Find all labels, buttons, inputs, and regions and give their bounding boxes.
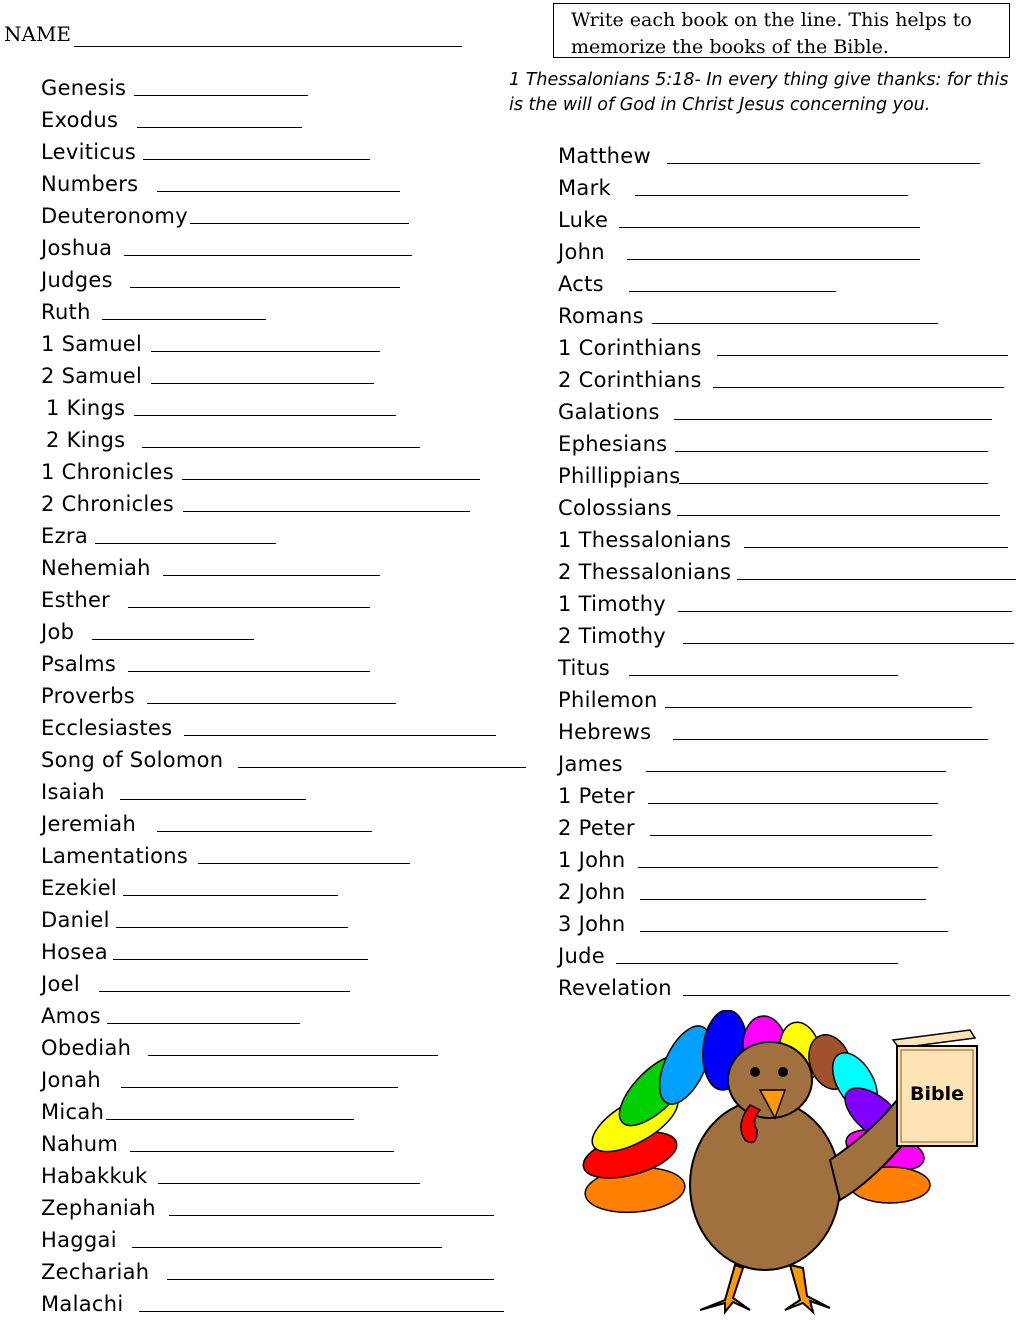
nt-row-galations: [558, 394, 660, 424]
answer-line[interactable]: [120, 799, 306, 800]
name-label: NAME: [4, 22, 72, 46]
answer-line[interactable]: [183, 511, 470, 512]
turkey-body: [690, 1100, 840, 1270]
answer-line[interactable]: [128, 671, 370, 672]
answer-line[interactable]: [198, 863, 410, 864]
nt-row-john: [558, 234, 605, 264]
book-label: Exodus: [41, 108, 119, 132]
nt-row-jude: [558, 938, 605, 968]
answer-line[interactable]: [142, 447, 420, 448]
answer-line[interactable]: [717, 355, 1008, 356]
book-label: Ezra: [41, 524, 88, 548]
book-label: Nahum: [41, 1132, 119, 1156]
book-label: 1 Kings: [46, 396, 126, 420]
nt-row-2-peter: [558, 810, 635, 840]
nt-row-2-thessalonians: [558, 554, 731, 584]
answer-line[interactable]: [130, 1151, 394, 1152]
nt-row-1-corinthians: [558, 330, 702, 360]
nt-row-2-john: [558, 874, 626, 904]
nt-row-phillippians: [558, 458, 681, 488]
answer-line[interactable]: [158, 1183, 420, 1184]
answer-line[interactable]: [677, 515, 1000, 516]
name-field-line[interactable]: [74, 46, 462, 47]
answer-line[interactable]: [650, 835, 932, 836]
book-label: Zephaniah: [41, 1196, 156, 1220]
book-label: Judges: [41, 268, 113, 292]
book-label: Matthew: [558, 144, 651, 168]
ot-row-hosea: [41, 934, 108, 964]
ot-row-ezekiel: [41, 870, 117, 900]
book-label: 2 Timothy: [558, 624, 667, 648]
answer-line[interactable]: [652, 323, 938, 324]
right-eye-icon: [778, 1067, 788, 1077]
nt-row-mark: [558, 170, 611, 200]
book-label: 1 Corinthians: [558, 336, 702, 360]
answer-line[interactable]: [648, 803, 938, 804]
nt-row-1-peter: [558, 778, 635, 808]
book-label: Ephesians: [558, 432, 668, 456]
answer-line[interactable]: [640, 931, 948, 932]
book-label: 1 Thessalonians: [558, 528, 732, 552]
answer-line[interactable]: [151, 351, 380, 352]
answer-line[interactable]: [123, 895, 338, 896]
book-label: Ruth: [41, 300, 91, 324]
answer-line[interactable]: [99, 991, 350, 992]
ot-row-zephaniah: [41, 1190, 156, 1220]
answer-line[interactable]: [167, 1279, 494, 1280]
nt-row-ephesians: [558, 426, 667, 456]
turkey-illustration: [575, 1010, 995, 1315]
ot-row-esther: [41, 582, 110, 612]
book-label: Hebrews: [558, 720, 652, 744]
ot-row-deuteronomy: [41, 198, 188, 228]
ot-row-leviticus: [41, 134, 136, 164]
answer-line[interactable]: [683, 643, 1014, 644]
book-label: Colossians: [558, 496, 673, 520]
answer-line[interactable]: [157, 831, 372, 832]
nt-row-acts: [558, 266, 604, 296]
book-label: Numbers: [41, 172, 139, 196]
book-label: Ecclesiastes: [41, 716, 173, 740]
answer-line[interactable]: [683, 995, 1010, 996]
answer-line[interactable]: [619, 227, 920, 228]
ot-row-2-samuel: [41, 358, 142, 388]
book-label: 3 John: [558, 912, 626, 936]
answer-line[interactable]: [102, 319, 266, 320]
answer-line[interactable]: [737, 579, 1016, 580]
book-label: 2 Peter: [558, 816, 635, 840]
nt-row-philemon: [558, 682, 658, 712]
ot-row-nehemiah: [41, 550, 151, 580]
book-label: Leviticus: [41, 140, 137, 164]
ot-row-joshua: [41, 230, 112, 260]
answer-line[interactable]: [151, 383, 374, 384]
book-label: 2 Chronicles: [41, 492, 175, 516]
book-label: Job: [41, 620, 75, 644]
answer-line[interactable]: [124, 255, 412, 256]
answer-line[interactable]: [627, 259, 920, 260]
answer-line[interactable]: [169, 1215, 494, 1216]
book-label: Galations: [558, 400, 660, 424]
answer-line[interactable]: [184, 735, 496, 736]
nt-row-2-corinthians: [558, 362, 702, 392]
book-label: Psalms: [41, 652, 117, 676]
book-label: Mark: [558, 176, 611, 200]
ot-row-zechariah: [41, 1254, 149, 1284]
book-label: Joel: [41, 972, 80, 996]
ot-row-joel: [41, 966, 80, 996]
book-label: Nehemiah: [41, 556, 151, 580]
book-label: Habakkuk: [41, 1164, 148, 1188]
answer-line[interactable]: [147, 703, 396, 704]
left-eye-icon: [750, 1067, 760, 1077]
bible-book-icon: [893, 1030, 977, 1146]
ot-row-malachi: [41, 1286, 123, 1316]
instructions-line-1: Write each book on the line. This helps to: [571, 9, 972, 31]
ot-row-2-kings: [46, 422, 125, 452]
answer-line[interactable]: [629, 675, 898, 676]
answer-line[interactable]: [95, 543, 276, 544]
answer-line[interactable]: [143, 159, 370, 160]
ot-row-ruth: [41, 294, 91, 324]
nt-row-james: [558, 746, 623, 776]
nt-row-matthew: [558, 138, 651, 168]
nt-row-hebrews: [558, 714, 651, 744]
book-label: Song of Solomon: [41, 748, 224, 772]
book-label: Deuteronomy: [41, 204, 188, 228]
ot-row-haggai: [41, 1222, 117, 1252]
nt-row-1-john: [558, 842, 626, 872]
book-label: 2 Thessalonians: [558, 560, 732, 584]
nt-row-romans: [558, 298, 644, 328]
book-label: Jude: [558, 944, 605, 968]
book-label: John: [558, 240, 605, 264]
ot-row-numbers: [41, 166, 138, 196]
book-label: Titus: [558, 656, 611, 680]
book-label: Haggai: [41, 1228, 117, 1252]
book-label: Isaiah: [41, 780, 105, 804]
answer-line[interactable]: [638, 867, 938, 868]
answer-line[interactable]: [744, 547, 1008, 548]
book-label: Hosea: [41, 940, 108, 964]
answer-line[interactable]: [106, 1119, 354, 1120]
book-label: Zechariah: [41, 1260, 150, 1284]
answer-line[interactable]: [674, 419, 992, 420]
ot-row-proverbs: [41, 678, 135, 708]
nt-row-colossians: [558, 490, 672, 520]
ot-row-genesis: [41, 70, 126, 100]
ot-row-micah: [41, 1094, 104, 1124]
answer-line[interactable]: [157, 191, 400, 192]
ot-row-jeremiah: [41, 806, 136, 836]
verse-line-2: is the will of God in Christ Jesus concerning you.: [509, 95, 931, 115]
book-label: 1 Timothy: [558, 592, 667, 616]
ot-row-ecclesiastes: [41, 710, 172, 740]
ot-row-amos: [41, 998, 101, 1028]
answer-line[interactable]: [137, 127, 302, 128]
ot-row-obediah: [41, 1030, 131, 1060]
answer-line[interactable]: [667, 163, 980, 164]
answer-line[interactable]: [673, 739, 988, 740]
bible-book-label: Bible: [910, 1083, 964, 1105]
answer-line[interactable]: [629, 291, 836, 292]
ot-row-1-chronicles: [41, 454, 174, 484]
book-label: 1 Chronicles: [41, 460, 175, 484]
answer-line[interactable]: [113, 959, 368, 960]
book-label: Acts: [558, 272, 604, 296]
ot-row-psalms: [41, 646, 116, 676]
verse-line-1: 1 Thessalonians 5:18- In every thing give thanks: for this: [509, 70, 1009, 90]
nt-row-3-john: [558, 906, 626, 936]
answer-line[interactable]: [92, 639, 254, 640]
ot-row-daniel: [41, 902, 110, 932]
answer-line[interactable]: [238, 767, 526, 768]
book-label: Amos: [41, 1004, 101, 1028]
book-label: Joshua: [41, 236, 113, 260]
ot-row-habakkuk: [41, 1158, 147, 1188]
answer-line[interactable]: [678, 611, 1012, 612]
instructions-box: [553, 3, 1010, 58]
answer-line[interactable]: [679, 483, 988, 484]
answer-line[interactable]: [163, 575, 380, 576]
ot-row-judges: [41, 262, 113, 292]
book-label: Philemon: [558, 688, 658, 712]
answer-line[interactable]: [134, 95, 308, 96]
answer-line[interactable]: [148, 1055, 438, 1056]
book-label: 2 John: [558, 880, 626, 904]
book-label: Genesis: [41, 76, 127, 100]
answer-line[interactable]: [130, 287, 400, 288]
answer-line[interactable]: [640, 899, 926, 900]
book-label: 2 Samuel: [41, 364, 143, 388]
ot-row-song-of-solomon: [41, 742, 223, 772]
book-label: Malachi: [41, 1292, 124, 1316]
answer-line[interactable]: [128, 607, 370, 608]
nt-row-revelation: [558, 970, 672, 1000]
answer-line[interactable]: [635, 195, 908, 196]
book-label: 1 Samuel: [41, 332, 143, 356]
answer-line[interactable]: [713, 387, 1004, 388]
book-label: Ezekiel: [41, 876, 118, 900]
nt-row-1-thessalonians: [558, 522, 731, 552]
ot-row-job: [41, 614, 74, 644]
answer-line[interactable]: [190, 223, 409, 224]
answer-line[interactable]: [134, 415, 396, 416]
nt-row-2-timothy: [558, 618, 666, 648]
ot-row-exodus: [41, 102, 118, 132]
answer-line[interactable]: [139, 1311, 504, 1312]
answer-line[interactable]: [132, 1247, 442, 1248]
ot-row-ezra: [41, 518, 88, 548]
nt-row-luke: [558, 202, 608, 232]
answer-line[interactable]: [121, 1087, 398, 1088]
book-label: Jeremiah: [41, 812, 137, 836]
book-label: Luke: [558, 208, 609, 232]
book-label: Lamentations: [41, 844, 189, 868]
turkey-feet: [700, 1265, 830, 1312]
nt-row-titus: [558, 650, 610, 680]
answer-line[interactable]: [675, 451, 988, 452]
answer-line[interactable]: [616, 963, 898, 964]
answer-line[interactable]: [116, 927, 348, 928]
answer-line[interactable]: [646, 771, 946, 772]
book-label: Esther: [41, 588, 111, 612]
nt-row-1-timothy: [558, 586, 666, 616]
ot-row-jonah: [41, 1062, 101, 1092]
book-label: Obediah: [41, 1036, 132, 1060]
book-label: 1 Peter: [558, 784, 635, 808]
answer-line[interactable]: [182, 479, 480, 480]
book-label: Romans: [558, 304, 644, 328]
ot-row-nahum: [41, 1126, 118, 1156]
book-label: 1 John: [558, 848, 626, 872]
book-label: Proverbs: [41, 684, 135, 708]
ot-row-lamentations: [41, 838, 188, 868]
book-label: 2 Kings: [46, 428, 126, 452]
ot-row-isaiah: [41, 774, 105, 804]
ot-row-1-samuel: [41, 326, 142, 356]
ot-row-1-kings: [46, 390, 125, 420]
book-label: Phillippians: [558, 464, 681, 488]
book-label: Revelation: [558, 976, 672, 1000]
answer-line[interactable]: [665, 707, 972, 708]
book-label: James: [558, 752, 623, 776]
book-label: Jonah: [41, 1068, 102, 1092]
verse: [509, 68, 1019, 118]
ot-row-2-chronicles: [41, 486, 174, 516]
book-label: 2 Corinthians: [558, 368, 702, 392]
answer-line[interactable]: [107, 1023, 300, 1024]
book-label: Daniel: [41, 908, 110, 932]
instructions-line-2: memorize the books of the Bible.: [571, 36, 889, 58]
book-label: Micah: [41, 1100, 105, 1124]
